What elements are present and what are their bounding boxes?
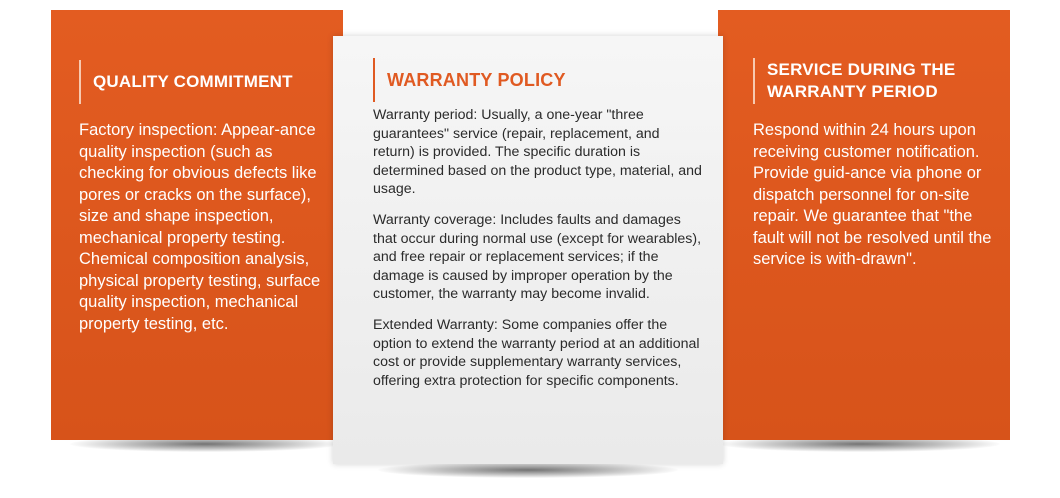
quality-commitment-title: QUALITY COMMITMENT [93, 72, 293, 91]
service-warranty-title-wrap [753, 58, 993, 104]
warranty-policy-card [333, 36, 723, 464]
service-warranty-card [718, 10, 1010, 440]
service-warranty-text: Respond within 24 hours upon receiving customer notification. Provide guid-ance via phone or dispatch personnel for on-site repair. We guarantee that "the fault will not be resolved until the service is with-drawn". [753, 121, 992, 268]
warranty-policy-body [373, 106, 703, 402]
card-shadow-center [378, 462, 678, 478]
quality-commitment-title-wrap [79, 60, 331, 104]
quality-commitment-text: Factory inspection: Appear-ance quality inspection (such as checking for obvious defects like pores or cracks on the surface), size and shape inspection, mechanical property testing. Chemical composition analysis, physical property testing, surface quality inspection, mechanical property testing, etc. [79, 121, 321, 333]
warranty-period-paragraph: Warranty period: Usually, a one-year "three guarantees" service (repair, replacement, and return) is provided. The specific duration is determined based on the product type, material, and usage. [373, 107, 702, 198]
service-warranty-title: SERVICE DURING THE WARRANTY PERIOD [767, 60, 956, 101]
quality-commitment-card [51, 10, 343, 440]
warranty-coverage-paragraph: Warranty coverage: Includes faults and damages that occur during normal use (except for wearables), and free repair or replacement services; if the damage is caused by improper operation by the customer, the warranty may become invalid. [373, 211, 702, 303]
extended-warranty-paragraph: Extended Warranty: Some companies offer the option to extend the warranty period at an additional cost or provide supplementary warranty services, offering extra protection for specific components. [373, 316, 700, 389]
warranty-policy-title: WARRANTY POLICY [387, 70, 566, 90]
warranty-policy-title-wrap [373, 58, 703, 102]
